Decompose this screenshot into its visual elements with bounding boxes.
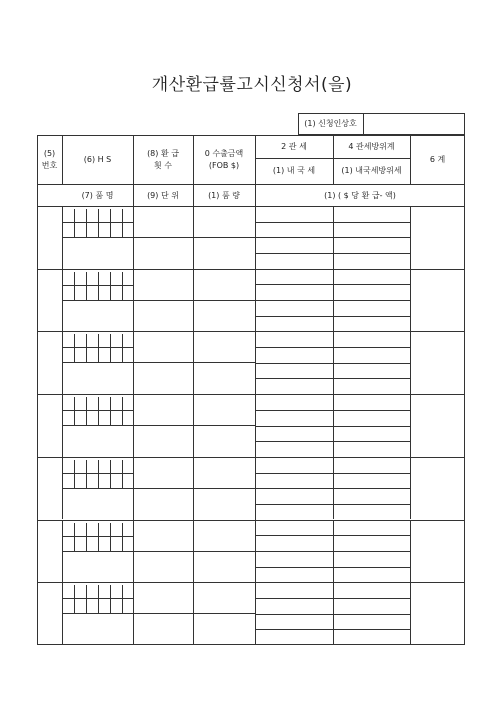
refund-count-field[interactable] [134,395,192,456]
refund-count-field[interactable] [134,458,192,519]
customs-duty-header: 2 관 세 [281,142,307,151]
item-name-header: (7) 품 명 [81,191,114,200]
total-field[interactable] [411,332,464,393]
total-field[interactable] [411,207,464,268]
quantity-header: (1) 품 량 [208,191,240,200]
refund-amount-field[interactable] [256,207,409,268]
unit-header: (9) 단 위 [147,191,179,200]
hs-item-field[interactable] [63,395,132,456]
export-amount-field[interactable] [194,332,254,393]
row-number-field[interactable] [38,207,61,268]
domestic-tax-header: (1) 내 국 세 [272,166,316,175]
refund-amount-field[interactable] [256,521,409,582]
export-amount-field[interactable] [194,521,254,582]
refund-amount-field[interactable] [256,332,409,393]
export-amount-field[interactable] [194,395,254,456]
domestic-method-header: (1) 내국세방위세 [341,166,402,175]
total-field[interactable] [411,458,464,519]
refund-amount-field[interactable] [256,458,409,519]
total-field[interactable] [411,270,464,331]
total-field[interactable] [411,395,464,456]
hs-item-field[interactable] [63,521,132,582]
row-number-field[interactable] [38,395,61,456]
total-field[interactable] [411,521,464,582]
export-amount-field[interactable] [194,583,254,644]
total-header: 6 계 [429,155,446,164]
export-amount-field[interactable] [194,270,254,331]
refund-per-dollar-header: (1) ( $ 당 환 급- 액) [324,191,396,200]
export-amount-field[interactable] [194,207,254,268]
total-field[interactable] [411,583,464,644]
hs-item-field[interactable] [63,270,132,331]
hs-item-field[interactable] [63,583,132,644]
refund-amount-field[interactable] [256,395,409,456]
row-number-field[interactable] [38,583,61,644]
export-amount-header: 0 수출금액 [204,149,244,158]
row-number-field[interactable] [38,521,61,582]
hs-item-field[interactable] [63,458,132,519]
hs-item-field[interactable] [63,207,132,268]
row-number-field[interactable] [38,332,61,393]
refund-count-field[interactable] [134,521,192,582]
refund-count-field[interactable] [134,270,192,331]
row-number-field[interactable] [38,458,61,519]
refund-amount-field[interactable] [256,583,409,644]
row-number-field[interactable] [38,270,61,331]
applicant-label: (1) 신청인상호 [304,119,357,128]
hs-header: (6) H S [83,155,112,164]
refund-count-field[interactable] [134,332,192,393]
export-amount-field[interactable] [194,458,254,519]
customs-method-header: 4 관세방위계 [348,142,395,151]
refund-count-header: (8) 환 급 [147,149,179,158]
form-title: 개산환급률고시신청서(을) [151,75,353,95]
refund-amount-field[interactable] [256,270,409,331]
refund-count-field[interactable] [134,583,192,644]
hs-item-field[interactable] [63,332,132,393]
applicant-name-field[interactable] [364,114,464,134]
refund-count-field[interactable] [134,207,192,268]
number-header: (5) [43,149,56,158]
